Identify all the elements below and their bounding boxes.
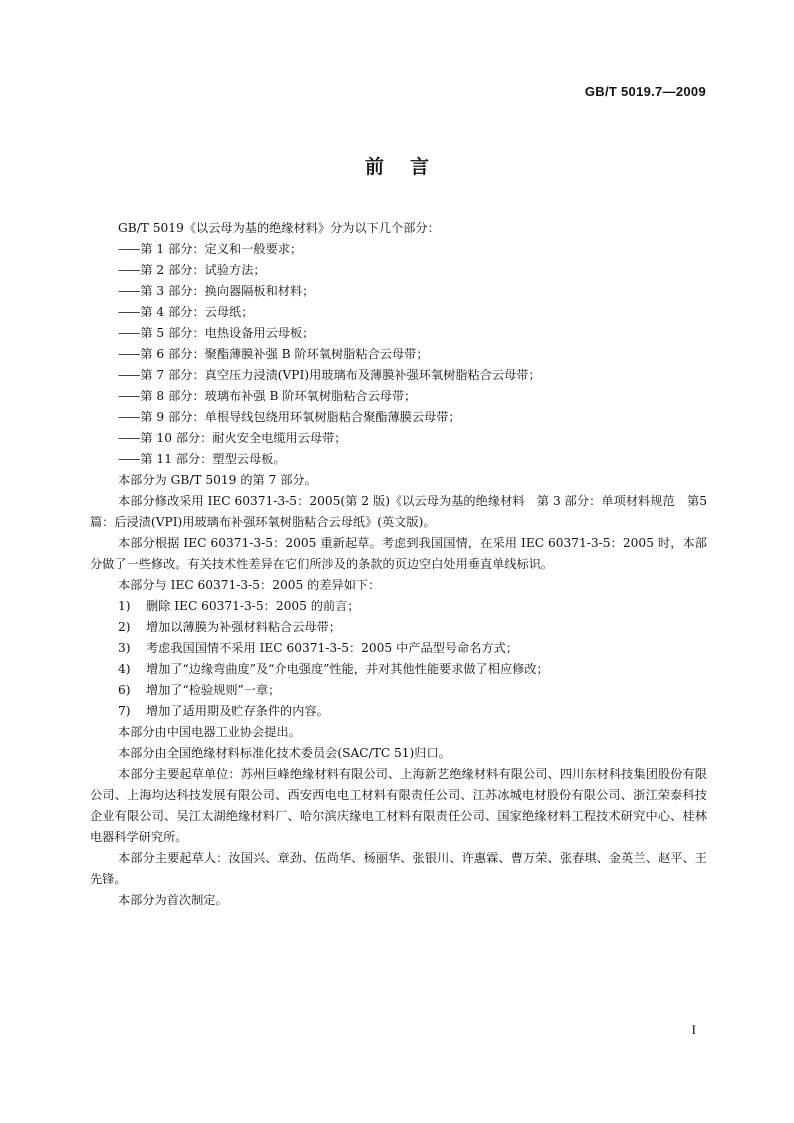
proposer-paragraph: 本部分由中国电器工业协会提出。 xyxy=(118,725,301,739)
differences-intro: 本部分与 IEC 60371-3-5：2005 的差异如下： xyxy=(118,578,381,592)
part-item: —— 第 3 部分：换向器隔板和材料； xyxy=(118,284,315,298)
adoption-paragraph: 本部分修改采用 IEC 60371-3-5：2005(第 2 版)《以云母为基的绝缘材料 第 3 部分：单项材料规范 第5 篇：后浸渍(VPI)用玻璃布补强环氧树脂粘合云母纸》(英文版)。 xyxy=(90,494,707,529)
part-statement: 本部分为 GB/T 5019 的第 7 部分。 xyxy=(118,473,317,487)
committee-paragraph: 本部分由全国绝缘材料标准化技术委员会(SAC/TC 51)归口。 xyxy=(118,746,451,760)
part-item: —— 第 5 部分：电热设备用云母板； xyxy=(118,326,315,340)
difference-item: 2) 增加以薄膜为补强材料粘合云母带； xyxy=(118,620,341,634)
part-item: —— 第 8 部分：玻璃布补强 B 阶环氧树脂粘合云母带； xyxy=(118,389,417,403)
part-item: —— 第 11 部分：塑型云母板。 xyxy=(118,452,286,466)
page-number: I xyxy=(691,1022,696,1037)
intro-paragraph: GB/T 5019《以云母为基的绝缘材料》分为以下几个部分： xyxy=(118,221,440,235)
part-item: —— 第 10 部分：耐火安全电缆用云母带； xyxy=(118,431,347,445)
standard-number: GB/T 5019.7—2009 xyxy=(584,84,706,99)
difference-item: 6) 增加了“检验规则”一章； xyxy=(118,683,281,697)
difference-item: 7) 增加了适用期及贮存条件的内容。 xyxy=(118,704,329,718)
part-item: —— 第 4 部分：云母纸； xyxy=(118,305,254,319)
part-item: —— 第 9 部分：单根导线包绕用环氧树脂粘合聚酯薄膜云母带； xyxy=(118,410,461,424)
difference-item: 4) 增加了“边缘弯曲度”及“介电强度”性能，并对其他性能要求做了相应修改； xyxy=(118,662,549,676)
drafting-units-paragraph: 本部分主要起草单位：苏州巨峰绝缘材料有限公司、上海新艺绝缘材料有限公司、四川东材科技集团股份有限公司、上海均达科技发展有限公司、西安西电电工材料有限责任公司、江苏冰城电材股份有限公司、浙江荣泰科技企业有限公司、吴江太湖绝缘材料厂、哈尔滨庆缘电工材料有限责任公司、国家绝缘材料工程技术研究中心、桂林电器科学研究所。 xyxy=(90,767,707,844)
first-issue-paragraph: 本部分为首次制定。 xyxy=(118,893,228,907)
parts-list xyxy=(90,239,707,470)
part-item: —— 第 2 部分：试验方法； xyxy=(118,263,266,277)
redraft-paragraph: 本部分根据 IEC 60371-3-5：2005 重新起草。考虑到我国国情，在采用 IEC 60371-3-5：2005 时，本部分做了一些修改。有关技术性差异在它们所涉及的条款的页边空白处用垂直单线标识。 xyxy=(90,536,707,571)
difference-item: 3) 考虑我国国情不采用 IEC 60371-3-5：2005 中产品型号命名方式； xyxy=(118,641,518,655)
page-title: 前言 xyxy=(364,156,455,178)
part-item: —— 第 1 部分：定义和一般要求； xyxy=(118,242,303,256)
document-body xyxy=(90,218,707,911)
part-item: —— 第 6 部分：聚酯薄膜补强 B 阶环氧树脂粘合云母带； xyxy=(118,347,429,361)
difference-item: 1) 删除 IEC 60371-3-5：2005 的前言； xyxy=(118,599,360,613)
drafters-paragraph: 本部分主要起草人：汝国兴、章劲、伍尚华、杨丽华、张银川、许惠霖、曹万荣、张春琪、金英兰、赵平、王先锋。 xyxy=(90,851,707,886)
part-item: —— 第 7 部分：真空压力浸渍(VPI)用玻璃布及薄膜补强环氧树脂粘合云母带； xyxy=(118,368,541,382)
differences-list xyxy=(90,596,707,722)
